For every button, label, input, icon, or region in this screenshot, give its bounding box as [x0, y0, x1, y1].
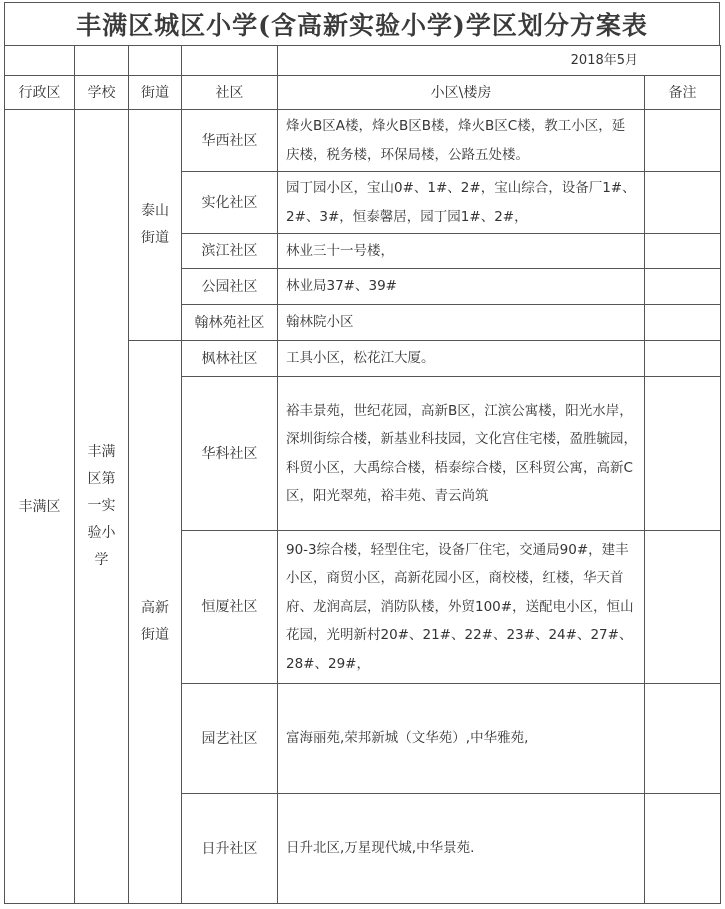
header-school: 学校 — [75, 76, 129, 110]
header-community: 社区 — [182, 76, 278, 110]
remarks-cell — [645, 531, 721, 684]
school-cell: 丰满区第一实验小学 — [75, 110, 129, 904]
community-cell: 枫林社区 — [182, 341, 278, 377]
remarks-cell — [645, 110, 721, 172]
remarks-cell — [645, 684, 721, 794]
buildings-cell: 工具小区，松花江大厦。 — [278, 341, 645, 377]
street-cell: 高新街道 — [129, 341, 182, 904]
date-row — [5, 46, 721, 76]
buildings-cell: 烽火B区A楼，烽火B区B楼，烽火B区C楼，教工小区，延庆楼，税务楼，环保局楼，公路五处楼。 — [278, 110, 645, 172]
buildings-cell: 园丁园小区，宝山0#、1#、2#，宝山综合，设备厂1#、2#、3#，恒泰馨居，园丁园1#、2#， — [278, 172, 645, 234]
remarks-cell — [645, 172, 721, 234]
header-street: 街道 — [129, 76, 182, 110]
street-cell: 泰山街道 — [129, 110, 182, 341]
community-cell: 华科社区 — [182, 377, 278, 531]
buildings-cell: 90-3综合楼，轻型住宅，设备厂住宅，交通局90#，建丰小区，商贸小区，高新花园小区，商校楼，红楼，华天首府、龙润高层，消防队楼，外贸100#，送配电小区，恒山花园，光明新村20#、21#、22#、23#、24#、27#、28#、29#， — [278, 531, 645, 684]
community-cell: 日升社区 — [182, 794, 278, 904]
remarks-cell — [645, 377, 721, 531]
community-cell: 华西社区 — [182, 110, 278, 172]
blank-cell — [75, 46, 129, 76]
remarks-cell — [645, 269, 721, 305]
buildings-cell: 富海丽苑,荣邦新城（文华苑）,中华雅苑, — [278, 684, 645, 794]
community-cell: 公园社区 — [182, 269, 278, 305]
community-cell: 恒厦社区 — [182, 531, 278, 684]
community-cell: 滨江社区 — [182, 234, 278, 269]
remarks-cell — [645, 341, 721, 377]
remarks-cell — [645, 794, 721, 904]
table-row — [5, 110, 721, 172]
date-label: 2018年5月 — [278, 46, 721, 76]
header-district: 行政区 — [5, 76, 75, 110]
community-cell: 实化社区 — [182, 172, 278, 234]
blank-cell — [182, 46, 278, 76]
buildings-cell: 裕丰景苑，世纪花园，高新B区，江滨公寓楼，阳光水岸，深圳街综合楼，新基业科技园，文化宫住宅楼，盈胜毓园，科贸小区，大禹综合楼，梧泰综合楼，区科贸公寓，高新C区，阳光翠苑，裕丰苑、青云尚筑 — [278, 377, 645, 531]
document-title: 丰满区城区小学(含高新实验小学)学区划分方案表 — [4, 2, 720, 45]
blank-cell — [5, 46, 75, 76]
school-district-table — [4, 45, 721, 904]
community-cell: 翰林苑社区 — [182, 305, 278, 341]
community-cell: 园艺社区 — [182, 684, 278, 794]
remarks-cell — [645, 305, 721, 341]
header-buildings: 小区\楼房 — [278, 76, 645, 110]
remarks-cell — [645, 234, 721, 269]
buildings-cell: 翰林院小区 — [278, 305, 645, 341]
header-remarks: 备注 — [645, 76, 721, 110]
buildings-cell: 日升北区,万星现代城,中华景苑. — [278, 794, 645, 904]
blank-cell — [129, 46, 182, 76]
buildings-cell: 林业局37#、39# — [278, 269, 645, 305]
header-row — [5, 76, 721, 110]
district-cell: 丰满区 — [5, 110, 75, 904]
buildings-cell: 林业三十一号楼， — [278, 234, 645, 269]
